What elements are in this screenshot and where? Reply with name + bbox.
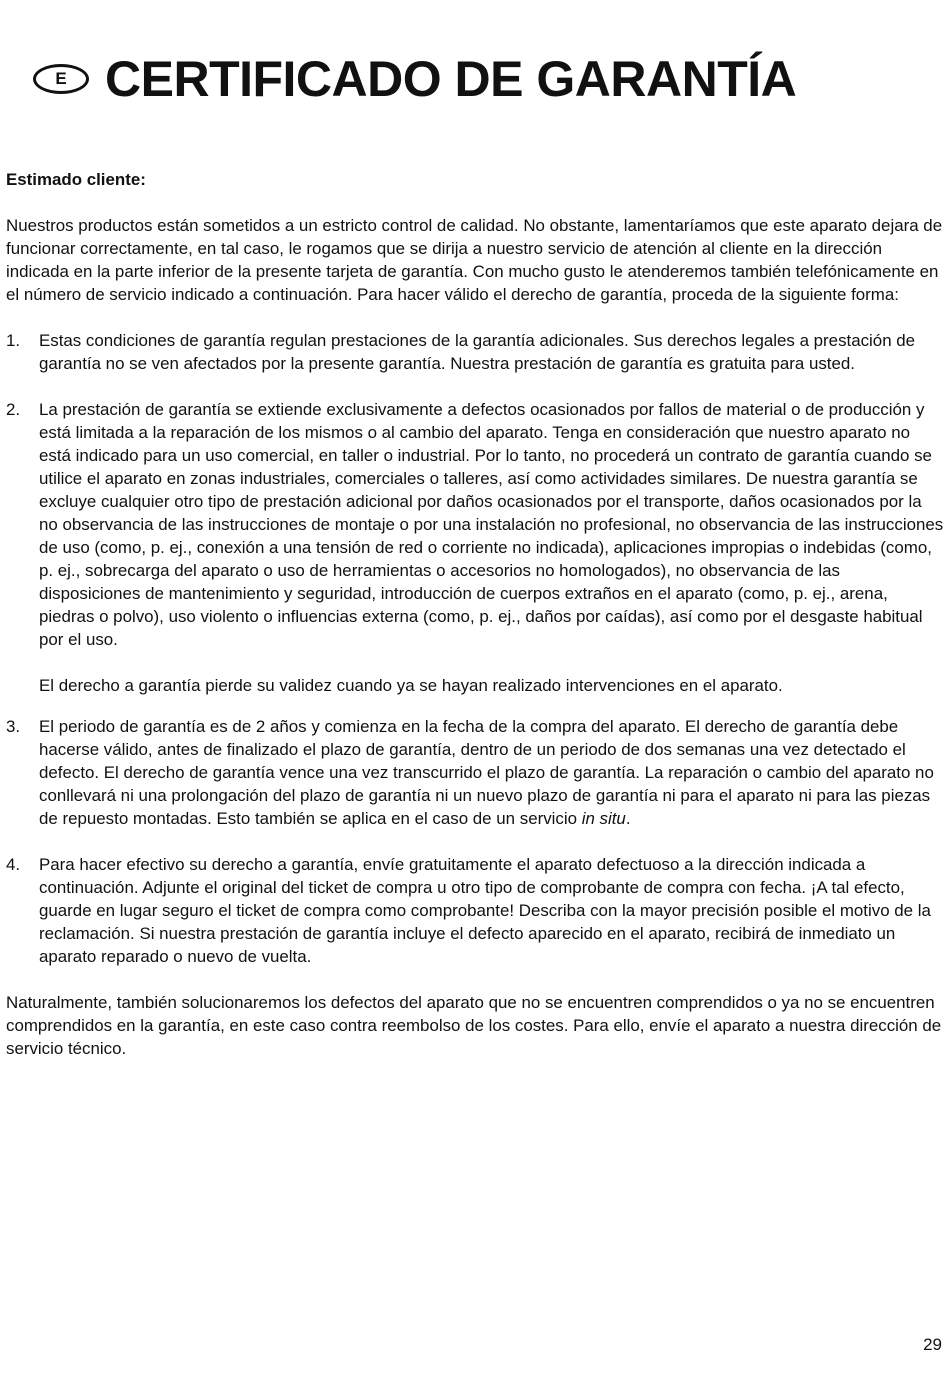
list-item-4: [6, 853, 944, 968]
list-item-text-italic: in situ: [581, 809, 626, 828]
list-item-text: Estas condiciones de garantía regulan prestaciones de la garantía adicionales. Sus derechos legales a prestación de garantía no se ven afectados por la presente garantía. Nuestra prestación de garantía es gratuita para usted.: [39, 331, 916, 373]
language-badge: E: [33, 64, 89, 94]
greeting: Estimado cliente:: [6, 170, 146, 189]
list-item-body: [39, 329, 944, 375]
list-item-number: 3.: [6, 717, 21, 736]
list-item-text-end: .: [625, 809, 631, 828]
list-item-2: [6, 398, 944, 697]
header: [33, 44, 796, 114]
list-item-body: [39, 398, 944, 697]
document-body: [6, 168, 944, 1060]
list-item-body: [39, 715, 944, 830]
list-item-text: [39, 715, 944, 830]
intro-paragraph: Nuestros productos están sometidos a un estricto control de calidad. No obstante, lamentaríamos que este aparato dejara de funcionar correctamente, en tal caso, le rogamos que se dirija a nuestro servicio de atención al cliente en la dirección indicada en la parte inferior de la presente tarjeta de garantía. Con mucho gusto le atenderemos también telefónicamente en el número de servicio indicado a continuación. Para hacer válido el derecho de garantía, proceda de la siguiente forma:: [6, 216, 943, 304]
list-item-extra-text: El derecho a garantía pierde su validez cuando ya se hayan realizado intervenciones en el aparato.: [39, 676, 783, 695]
list-item-body: [39, 853, 944, 968]
list-item-number: 4.: [6, 855, 21, 874]
list-item-text-main: El periodo de garantía es de 2 años y comienza en la fecha de la compra del aparato. El derecho de garantía debe hacerse válido, antes de finalizado el plazo de garantía, dentro de un periodo de dos semanas una vez detectado el defecto. El derecho de garantía vence una vez transcurrido el plazo de garantía. La reparación o cambio del aparato no conllevará ni una prolongación del plazo de garantía ni un nuevo plazo de garantía ni para el aparato ni para las piezas de repuesto montadas. Esto también se aplica en el caso de un servicio: [39, 717, 934, 828]
page-number: 29: [923, 1335, 942, 1354]
closing-paragraph: Naturalmente, también solucionaremos los defectos del aparato que no se encuentren comprendidos o ya no se encuentren comprendidos en la garantía, en este caso contra reembolso de los costes. Para ello, envíe el aparato a nuestra dirección de servicio técnico.: [6, 993, 942, 1058]
list-item-1: [6, 329, 944, 375]
page-title: CERTIFICADO DE GARANTÍA: [105, 51, 797, 107]
list-item-number: 1.: [6, 331, 21, 350]
list-item-3: [6, 715, 944, 830]
list-item-text: Para hacer efectivo su derecho a garantía, envíe gratuitamente el aparato defectuoso a la dirección indicada a continuación. Adjunte el original del ticket de compra u otro tipo de comprobante de compra con fecha. ¡A tal efecto, guarde en lugar seguro el ticket de compra como comprobante! Describa con la mayor precisión posible el motivo de la reclamación. Si nuestra prestación de garantía incluye el defecto aparecido en el aparato, recibirá de inmediato un aparato reparado o nuevo de vuelta.: [39, 855, 931, 966]
list-item-number: 2.: [6, 400, 21, 419]
list-item-text: La prestación de garantía se extiende exclusivamente a defectos ocasionados por fallos de material o de producción y está limitada a la reparación de los mismos o al cambio del aparato. Tenga en consideración que nuestro aparato no está indicado para un uso comercial, en taller o industrial. Por lo tanto, no procederá un contrato de garantía cuando se utilice el aparato en zonas industriales, comerciales o talleres, así como actividades similares. De nuestra garantía se excluye cualquier otro tipo de prestación adicional por daños ocasionados por el transporte, daños ocasionados por la no observancia de las instrucciones de montaje o por una instalación no profesional, no observancia de las instrucciones de uso (como, p. ej., conexión a una tensión de red o corriente no indicada), aplicaciones impropias o indebidas (como, p. ej., sobrecarga del aparato o uso de herramientas o accesorios no homologados), no observancia de las disposiciones de mantenimiento y seguridad, introducción de cuerpos extraños en el aparato (como, p. ej., arena, piedras o polvo), uso violento o influencias externa (como, p. ej., daños por caídas), así como por el desgaste habitual por el uso.: [39, 400, 944, 649]
